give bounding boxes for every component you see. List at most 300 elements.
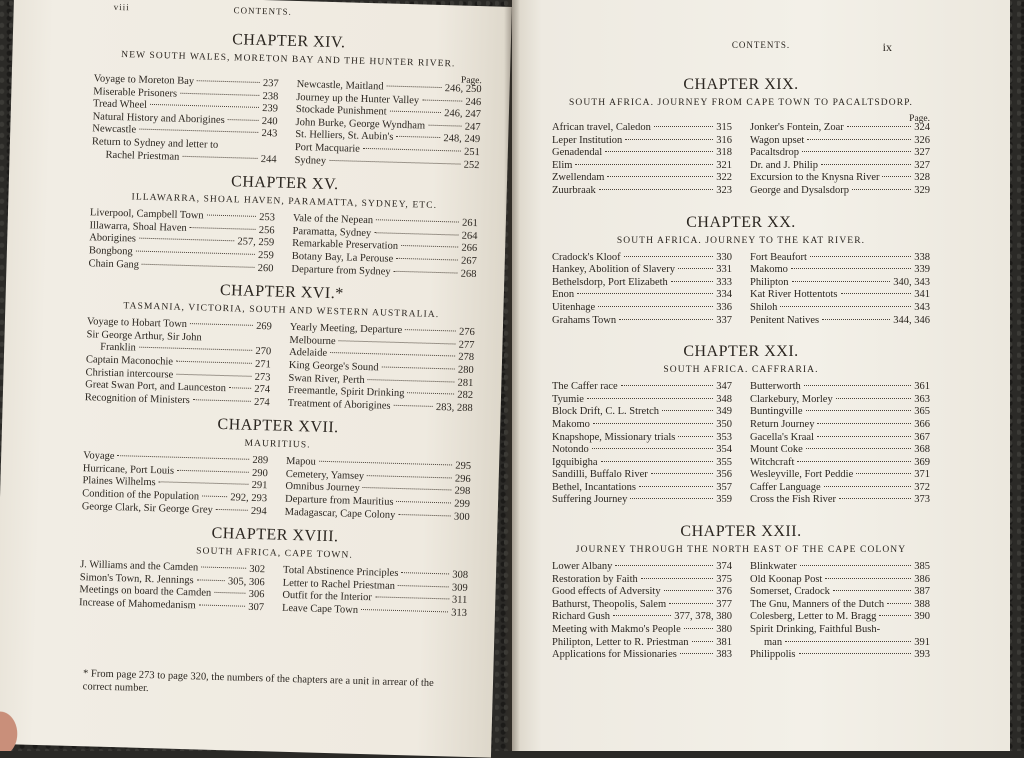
dot-leader (593, 423, 713, 424)
toc-entry (552, 469, 732, 482)
entry-title: Pacaltsdrop (750, 147, 799, 159)
entry-page: 246 (465, 96, 482, 108)
entry-title: Good effects of Adversity (552, 586, 661, 598)
chapter-section (88, 169, 479, 281)
entry-title: Liverpool, Campbell Town (89, 207, 204, 222)
entry-page: 283, 288 (435, 401, 473, 414)
entry-page: 308 (452, 569, 469, 582)
entry-title: Cemetery, Yamsey (285, 468, 365, 482)
entry-title: Botany Bay, La Perouse (291, 250, 394, 265)
entry-page: 267 (460, 255, 477, 268)
entry-page: 321 (716, 159, 732, 171)
dot-leader (142, 263, 255, 267)
dot-leader (363, 487, 452, 490)
entry-title: Penitent Natives (750, 314, 820, 326)
entry-title: Genadendal (552, 147, 603, 159)
right-page (512, 0, 1010, 751)
entry-page: 367 (914, 431, 930, 443)
chapter-title: CHAPTER XIV. (232, 31, 346, 52)
entry-page: 282 (457, 389, 474, 402)
entry-page: 359 (716, 494, 732, 506)
dot-leader (216, 509, 248, 511)
chapter-title: CHAPTER XVII. (217, 416, 339, 437)
entry-page: 322 (716, 172, 732, 184)
dot-leader (199, 604, 246, 606)
chapter-title: CHAPTER XXI. (683, 343, 799, 361)
dot-leader (601, 461, 714, 462)
toc-entry (750, 444, 930, 457)
toc-entry (750, 574, 930, 587)
entry-page: 299 (454, 498, 471, 511)
entry-page: 330 (716, 251, 732, 263)
dot-leader (368, 379, 455, 382)
dot-leader (654, 126, 713, 127)
entry-page: 355 (716, 456, 732, 468)
dot-leader (797, 461, 911, 462)
entry-title: Departure from Mauritius (284, 493, 394, 508)
entry-title: Wagon upset (750, 134, 805, 146)
toc-entry (552, 574, 732, 587)
entry-page: 238 (262, 90, 279, 103)
entry-title: Great Swan Port, and Launceston (85, 379, 227, 395)
toc-entry (552, 252, 732, 265)
entry-title: Chain Gang (88, 257, 140, 271)
toc-column-right (288, 322, 475, 415)
entry-title: Excursion to the Knysna River (750, 172, 880, 184)
dot-leader (598, 306, 713, 307)
entry-title: Madagascar, Cape Colony (284, 506, 396, 521)
toc-entry (750, 457, 930, 470)
chapter-title: CHAPTER XX. (686, 213, 796, 231)
toc-column-right (750, 122, 930, 198)
toc-entries (552, 561, 930, 662)
toc-entry (750, 611, 930, 624)
toc-entry (552, 302, 732, 315)
entry-title: Elim (552, 159, 573, 171)
entry-page: 252 (463, 159, 480, 171)
chapter-subtitle: SOUTH AFRICA, CAPE TOWN. (196, 546, 353, 561)
entry-title: Notondo (552, 444, 589, 456)
entry-page: 289 (252, 455, 269, 467)
dot-leader (577, 293, 713, 294)
entry-title: Return Journey (750, 418, 815, 430)
dot-leader (401, 572, 449, 574)
toc-column-right (285, 456, 472, 524)
entry-title: Melbourne (289, 334, 336, 347)
entry-page: 333 (716, 276, 732, 288)
entry-title: Blinkwater (750, 561, 797, 573)
chapter-subtitle: NEW SOUTH WALES, MORETON BAY AND THE HUNTER RIVER. (121, 50, 456, 70)
dot-leader (228, 119, 259, 121)
dot-leader (374, 232, 459, 235)
entry-page: 309 (451, 582, 468, 594)
toc-entry (552, 561, 732, 574)
entry-page: 323 (716, 184, 732, 196)
toc-entry (552, 444, 732, 457)
dot-leader (605, 151, 713, 152)
entry-page: 290 (251, 467, 268, 480)
entry-page: 259 (257, 249, 275, 262)
entry-page: 357 (716, 481, 732, 493)
dot-leader (785, 641, 911, 642)
left-page-contents (79, 27, 483, 628)
dot-leader (806, 410, 912, 411)
entry-page: 372 (914, 481, 930, 493)
entry-title: Caffer Language (750, 481, 821, 493)
right-page-contents (552, 76, 930, 678)
entry-title: Zwellendam (552, 172, 605, 184)
entry-page: 387 (914, 586, 930, 598)
dot-leader (621, 385, 714, 386)
dot-leader (625, 139, 713, 140)
toc-entry (750, 135, 930, 148)
dot-leader (615, 565, 713, 566)
entry-title: Old Koonap Post (750, 573, 823, 585)
entry-title: Wesleyville, Fort Peddie (750, 469, 854, 481)
dot-leader (587, 398, 713, 399)
entry-page: 380 (716, 624, 732, 636)
toc-entry (552, 599, 732, 612)
chapter-section (552, 76, 930, 198)
running-title: CONTENTS. (233, 5, 292, 17)
dot-leader (139, 347, 253, 351)
toc-column-left (88, 207, 275, 275)
chapter-subtitle: MAURITIUS. (244, 438, 311, 451)
entry-title: Rachel Priestman (105, 149, 180, 163)
entry-page: 298 (454, 486, 471, 498)
dot-leader (398, 585, 449, 587)
entry-title: Condition of the Population (81, 488, 200, 503)
entry-page: 280 (457, 364, 474, 376)
entry-page: 248, 249 (443, 133, 481, 146)
dot-leader (792, 281, 891, 282)
toc-entry (750, 406, 930, 419)
entry-page: 315 (716, 122, 732, 133)
toc-entries (79, 559, 468, 620)
dot-leader (810, 256, 911, 257)
entry-page: 329 (914, 184, 930, 196)
entry-page: 381 (716, 636, 732, 648)
toc-column-left (552, 122, 732, 198)
entry-title: Meetings on board the Camden (79, 584, 212, 600)
entry-page: 334 (716, 289, 732, 301)
dot-leader (804, 385, 912, 386)
dot-leader (780, 306, 911, 307)
entry-title: The Gnu, Manners of the Dutch (750, 598, 885, 610)
entry-page: 247 (464, 121, 481, 133)
entry-title: Remarkable Preservation (292, 238, 399, 253)
entry-page: 377, 378, 380 (674, 611, 732, 623)
entry-page: 274 (254, 384, 271, 396)
toc-entry (750, 172, 930, 185)
entry-page: 291 (251, 480, 268, 492)
dot-leader (806, 448, 911, 449)
chapter-title: CHAPTER XV. (230, 173, 339, 194)
entry-page: 349 (716, 406, 732, 418)
entry-title: Bethel, Incantations (552, 481, 636, 493)
dot-leader (422, 99, 462, 101)
dot-leader (202, 496, 227, 498)
toc-entries (552, 252, 930, 328)
entry-title: Newcastle, Maitland (296, 78, 384, 93)
entry-title: Philippolis (750, 649, 796, 661)
entry-title: Miserable Prisoners (93, 85, 178, 100)
entry-title: Jonker's Fontein, Zoar (750, 122, 844, 133)
dot-leader (390, 111, 442, 113)
entry-page: 361 (914, 381, 930, 393)
toc-entry (552, 315, 732, 328)
entry-title: Letter to Rachel Priestman (282, 577, 396, 592)
book-gutter (504, 0, 520, 751)
entry-title: Voyage to Hobart Town (86, 316, 188, 331)
dot-leader (592, 448, 714, 449)
toc-column-left (91, 73, 278, 166)
toc-column-left (552, 252, 732, 328)
toc-entries (552, 122, 930, 198)
entry-page: 373 (914, 494, 930, 506)
entry-title: Departure from Sydney (291, 263, 391, 278)
dot-leader (802, 151, 911, 152)
chapter-section (79, 521, 469, 620)
entry-page: 266 (461, 242, 478, 255)
entry-page: 313 (451, 607, 468, 619)
dot-leader (575, 164, 713, 165)
entry-title: Sir George Arthur, Sir John (86, 328, 202, 344)
entry-title: Cross the Fish River (750, 494, 837, 506)
entry-page: 306 (248, 589, 265, 601)
entry-title: Return to Sydney and letter to (91, 136, 219, 151)
entry-page: 257, 259 (237, 236, 275, 249)
entry-page: 264 (461, 230, 478, 242)
toc-column-left (85, 316, 272, 409)
dot-leader (662, 410, 713, 411)
entry-page: 391 (914, 636, 930, 648)
entry-title: Outfit for the Interior (282, 590, 373, 604)
toc-entry (552, 406, 732, 419)
entry-title: Christian intercourse (85, 366, 174, 381)
entry-title: Meeting with Makmo's People (552, 624, 681, 636)
entry-title: King George's Sound (288, 359, 379, 374)
entry-title: John Burke, George Wyndham (295, 116, 426, 132)
entry-page: 302 (249, 564, 266, 576)
entry-title: Franklin (100, 341, 136, 354)
entry-title: Illawarra, Shoal Haven (89, 219, 187, 234)
page-number-ix: ix (882, 40, 892, 54)
dot-leader (201, 567, 246, 569)
entry-page: 300 (453, 511, 470, 523)
entry-title: Stockade Punishment (295, 104, 387, 118)
chapter-subtitle: SOUTH AFRICA. JOURNEY TO THE KAT RIVER. (616, 235, 866, 246)
toc-entries (82, 450, 472, 524)
dot-leader (405, 329, 456, 331)
entry-page: 377 (716, 598, 732, 610)
entry-title: Vale of the Nepean (292, 213, 374, 227)
entry-title: Bathurst, Theopolis, Salem (552, 598, 667, 610)
entry-title: Knapshope, Missionary trials (552, 431, 676, 443)
entry-page: 251 (463, 146, 480, 159)
dot-leader (214, 592, 245, 594)
footnote: * From page 273 to page 320, the numbers of the chapters are a unit in arrear of the correct number. (82, 668, 434, 695)
toc-column-left (79, 559, 265, 615)
dot-leader (680, 653, 713, 654)
entry-title: Hurricane, Port Louis (82, 463, 175, 477)
dot-leader (836, 398, 912, 399)
entry-page: 244 (260, 153, 277, 166)
dot-leader (887, 603, 911, 604)
entry-page: 271 (254, 358, 271, 371)
entry-title: African travel, Caledon (552, 122, 651, 133)
entry-title: Swan River, Perth (288, 372, 365, 386)
entry-page: 276 (458, 326, 475, 339)
entry-page: 316 (716, 134, 732, 146)
dot-leader (607, 176, 713, 177)
entry-page: 365 (914, 406, 930, 418)
dot-leader (396, 136, 440, 138)
toc-entry (552, 586, 732, 599)
toc-entry (552, 432, 732, 445)
entry-title: Richard Gush (552, 611, 611, 623)
entry-title: Makomo (750, 264, 788, 276)
dot-leader (190, 227, 256, 230)
dot-leader (394, 404, 433, 406)
entry-page: 268 (460, 268, 477, 280)
entry-page: 295 (455, 460, 472, 473)
entry-title: Plaines Wilhelms (82, 475, 156, 489)
chapter-subtitle: SOUTH AFRICA. JOURNEY FROM CAPE TOWN TO PACALTSDORP. (569, 98, 913, 108)
dot-leader (669, 603, 713, 604)
entry-page: 327 (914, 159, 930, 171)
toc-entry (750, 561, 930, 574)
entry-page: 348 (716, 393, 732, 405)
toc-entry (552, 264, 732, 277)
dot-leader (807, 139, 911, 140)
dot-leader (207, 215, 257, 217)
entry-page: 350 (716, 418, 732, 430)
chapter-subtitle: ILLAWARRA, SHOAL HAVEN, PARAMATTA, SYDNEY, ETC. (131, 192, 438, 212)
toc-entry (750, 315, 930, 328)
entry-page: 374 (716, 561, 732, 573)
entry-page: 353 (716, 431, 732, 443)
toc-entry (750, 160, 930, 173)
chapter-section (552, 343, 930, 507)
entry-page: 318 (716, 147, 732, 159)
toc-column-right (282, 565, 468, 621)
entry-title: Total Abstinence Principles (282, 565, 399, 580)
entry-title: Bethelsdorp, Port Elizabeth (552, 276, 668, 288)
toc-entry (750, 289, 930, 302)
entry-page: 240 (261, 115, 278, 128)
entry-page: 307 (248, 601, 265, 614)
toc-entry (552, 611, 732, 624)
toc-column-right (750, 252, 930, 328)
entry-title: Philipton (750, 276, 789, 288)
entry-title: Igquibigha (552, 456, 598, 468)
toc-entry (750, 381, 930, 394)
chapter-subtitle: SOUTH AFRICA. CAFFRARIA. (663, 365, 819, 376)
entry-title: Butterworth (750, 381, 801, 393)
chapter-section (552, 523, 930, 662)
entry-title: Tyumie (552, 393, 584, 405)
toc-entry (552, 381, 732, 394)
dot-leader (398, 514, 451, 516)
dot-leader (847, 126, 911, 127)
entry-page: 354 (716, 444, 732, 456)
toc-entry (750, 469, 930, 482)
toc-entry (750, 624, 930, 637)
entry-title: Zuurbraak (552, 184, 596, 196)
dot-leader (118, 455, 250, 460)
toc-entry (750, 252, 930, 265)
entry-title: Clarkebury, Morley (750, 393, 833, 405)
entry-title: Sydney (294, 154, 327, 167)
entry-title: Port Macquarie (294, 141, 361, 155)
dot-leader (193, 399, 251, 402)
toc-entries (85, 316, 475, 415)
entry-title: Adelaide (289, 347, 328, 360)
entry-title: St. Helliers, St. Aubin's (295, 129, 394, 144)
entry-title: Suffering Journey (552, 494, 628, 506)
toc-column-left (552, 381, 732, 507)
dot-leader (839, 498, 911, 499)
entry-title: Treatment of Aborigines (287, 397, 391, 412)
entry-title: Philipton, Letter to R. Priestman (552, 636, 689, 648)
dot-leader (319, 461, 452, 466)
entry-title: George and Dysalsdorp (750, 184, 849, 196)
dot-leader (176, 361, 252, 364)
toc-entry (750, 649, 930, 662)
toc-entry (750, 302, 930, 315)
entry-page: 273 (254, 371, 271, 383)
dot-leader (397, 501, 452, 504)
toc-entry (750, 185, 930, 198)
entry-page: 386 (914, 573, 930, 585)
dot-leader (382, 366, 455, 369)
toc-column-right (291, 213, 478, 281)
entry-page: 331 (716, 264, 732, 276)
chapter-subtitle: JOURNEY THROUGH THE NORTH EAST OF THE CAPE COLONY (575, 545, 907, 556)
entry-page: 339 (914, 264, 930, 276)
toc-entry (750, 599, 930, 612)
entry-title: Kat River Hottentots (750, 289, 838, 301)
entry-page: 369 (914, 456, 930, 468)
entry-page: 337 (716, 314, 732, 326)
entry-page: 371 (914, 469, 930, 481)
entry-title: Voyage to Moreton Bay (93, 73, 195, 88)
toc-entries (91, 73, 481, 172)
toc-column-right (294, 79, 481, 172)
toc-entry (552, 147, 732, 160)
entry-page: 388 (914, 598, 930, 610)
entry-page: 260 (257, 262, 274, 274)
entry-title: Voyage (83, 450, 115, 463)
dot-leader (367, 475, 452, 478)
entry-title: George Clark, Sir George Grey (81, 500, 214, 516)
page-number-viii: viii (113, 1, 130, 13)
entry-page: 246, 250 (444, 83, 482, 96)
dot-leader (375, 597, 449, 600)
toc-entry (552, 394, 732, 407)
dot-leader (182, 155, 257, 158)
dot-leader (339, 340, 456, 344)
dot-leader (190, 323, 253, 326)
entry-title: Increase of Mahomedanism (78, 597, 196, 612)
dot-leader (791, 268, 911, 269)
entry-title: Omnibus Journey (285, 481, 360, 495)
entry-page: 281 (457, 377, 474, 389)
entry-page: 256 (258, 224, 275, 237)
toc-entry (750, 432, 930, 445)
entry-title: Tread Wheel (92, 98, 148, 111)
